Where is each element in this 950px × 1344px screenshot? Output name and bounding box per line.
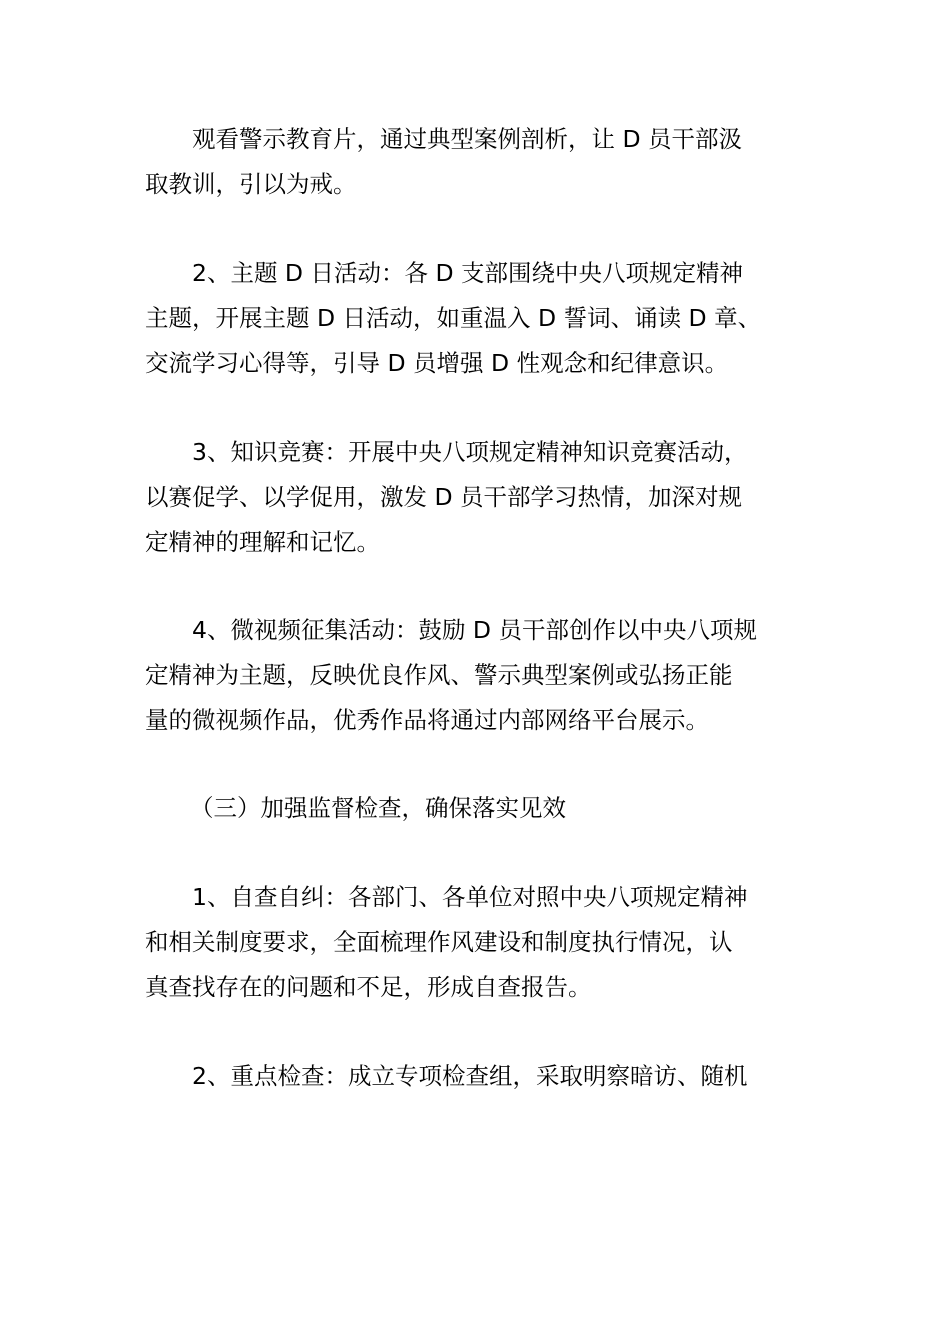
text-line: 2、主题 D 日活动：各 D 支部围绕中央八项规定精神 xyxy=(192,259,744,287)
paragraph-warning-education xyxy=(145,117,815,207)
text-line: 定精神为主题，反映优良作风、警示典型案例或弘扬正能 xyxy=(145,661,733,689)
paragraph-micro-video-collection xyxy=(145,608,815,743)
text-line: 观看警示教育片，通过典型案例剖析，让 D 员干部汲 xyxy=(192,125,743,153)
text-line: 以赛促学、以学促用，激发 D 员干部学习热情，加深对规 xyxy=(145,483,743,511)
text-line: （三）加强监督检查，确保落实见效 xyxy=(190,794,566,822)
text-line: 主题，开展主题 D 日活动，如重温入 D 誓词、诵读 D 章、 xyxy=(145,304,762,332)
paragraph-self-inspection xyxy=(145,875,815,1010)
text-line: 定精神的理解和记忆。 xyxy=(145,528,380,556)
text-line: 1、自查自纠：各部门、各单位对照中央八项规定精神 xyxy=(192,883,748,911)
text-line: 4、微视频征集活动：鼓励 D 员干部创作以中央八项规 xyxy=(192,616,757,644)
text-line: 和相关制度要求，全面梳理作风建设和制度执行情况，认 xyxy=(145,928,733,956)
text-line: 量的微视频作品，优秀作品将通过内部网络平台展示。 xyxy=(145,706,709,734)
text-line: 取教训，引以为戒。 xyxy=(145,170,357,198)
paragraph-knowledge-contest xyxy=(145,430,815,565)
section-heading-supervision xyxy=(145,786,815,831)
text-line: 真查找存在的问题和不足，形成自查报告。 xyxy=(145,973,592,1001)
paragraph-theme-day-activity xyxy=(145,251,815,386)
text-line: 2、重点检查：成立专项检查组，采取明察暗访、随机 xyxy=(192,1062,748,1090)
text-line: 交流学习心得等，引导 D 员增强 D 性观念和纪律意识。 xyxy=(145,349,729,377)
paragraph-key-inspection xyxy=(145,1054,815,1099)
text-line: 3、知识竞赛：开展中央八项规定精神知识竞赛活动， xyxy=(192,438,748,466)
